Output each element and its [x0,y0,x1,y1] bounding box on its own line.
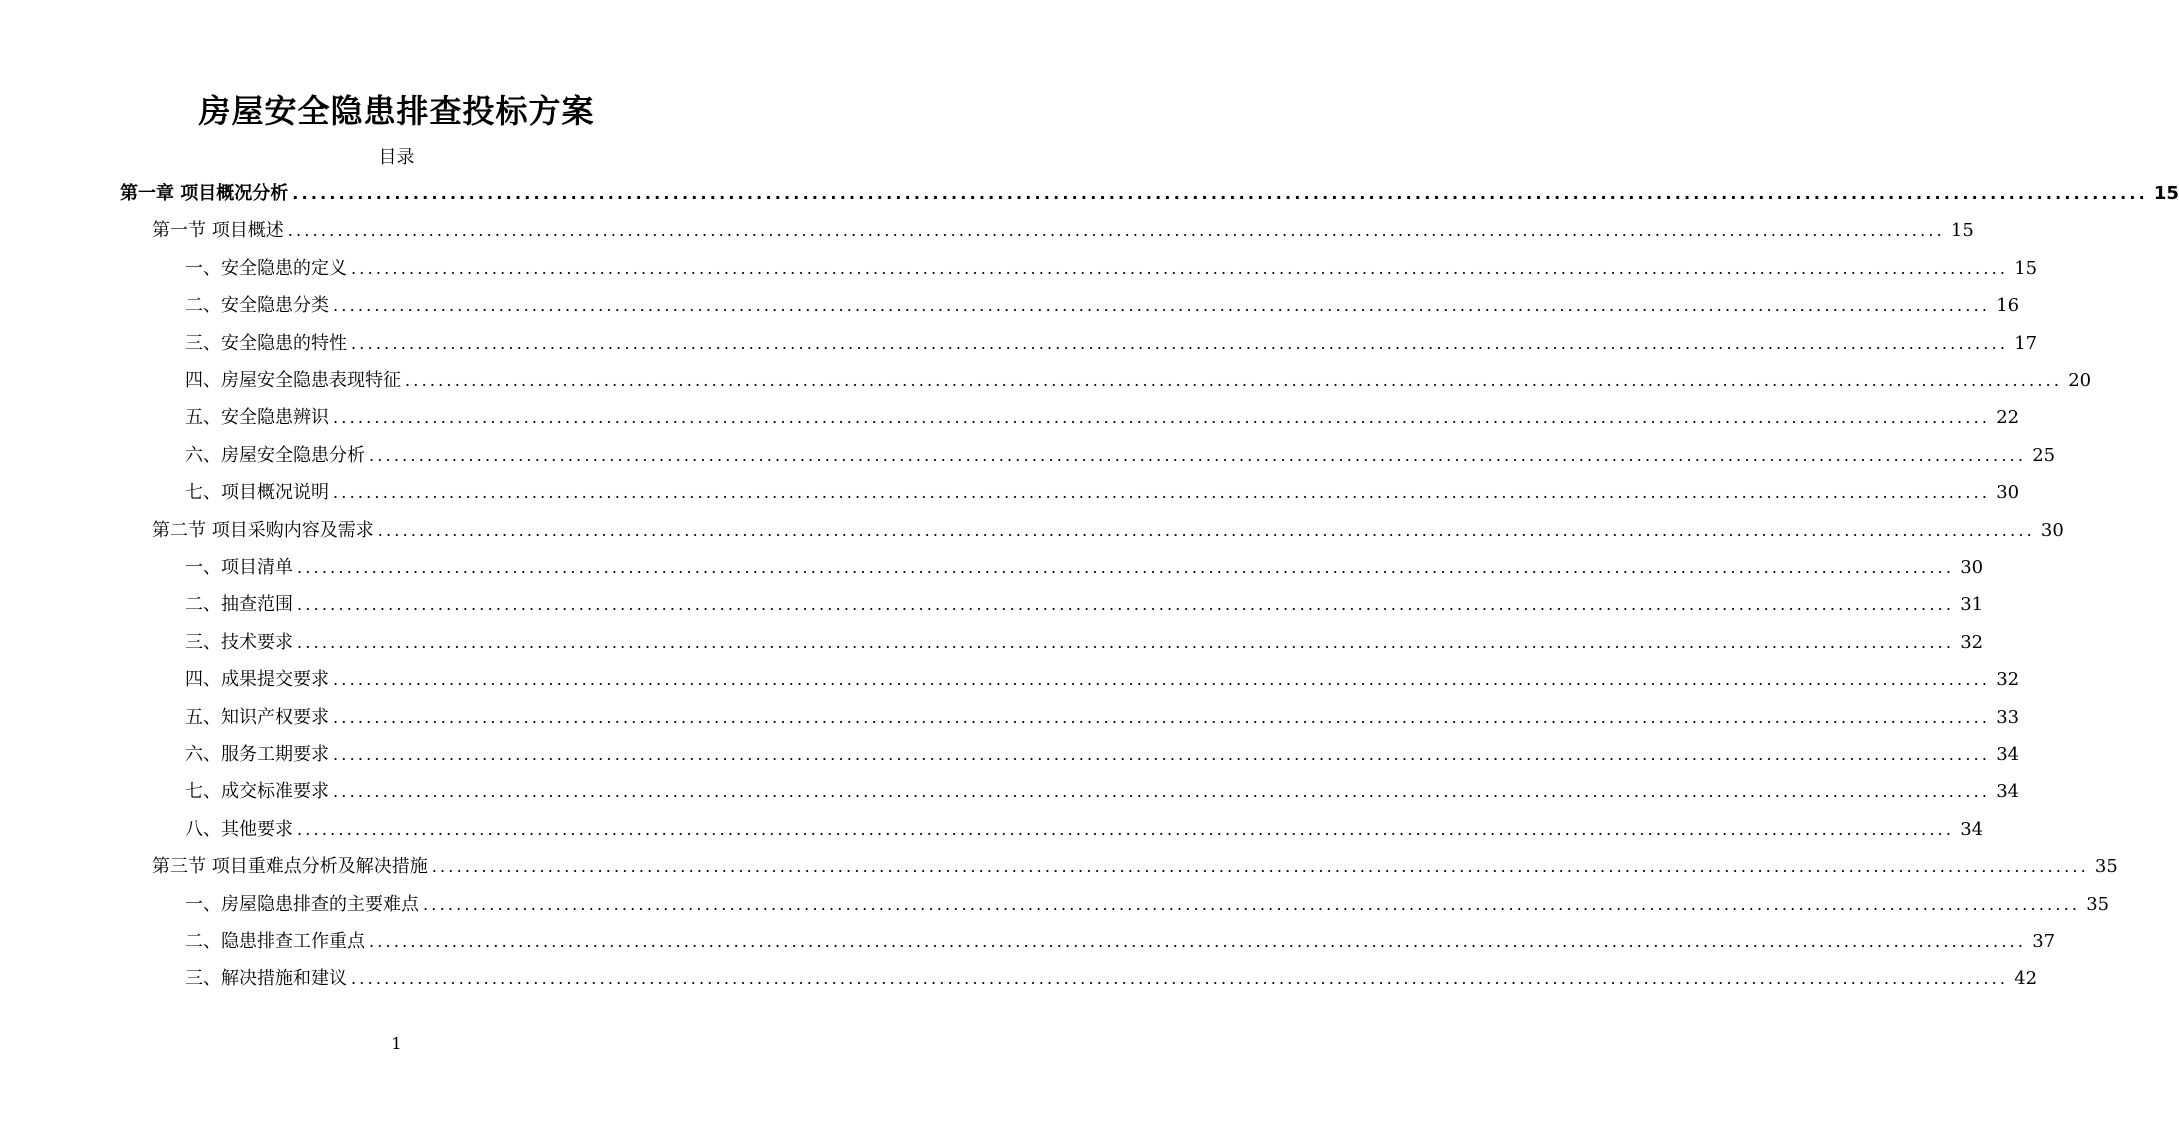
toc-entry-page: 34 [1960,818,1984,840]
toc-entry-label: 二、抽查范围 [185,594,293,616]
toc-entry-label: 四、成果提交要求 [185,669,329,691]
toc-entry[interactable] [152,512,2064,549]
toc-entry-label: 一、安全隐患的定义 [185,257,347,279]
toc-entry-label: 二、安全隐患分类 [185,295,329,317]
toc-entry[interactable] [185,325,2038,362]
toc-leader-dots: ........................................................................................................................................................................................................ [333,670,1991,690]
toc-entry-label: 三、安全隐患的特性 [185,332,347,354]
toc-entry-page: 34 [1996,744,2020,765]
toc-entry-label: 五、安全隐患辨识 [185,407,329,429]
toc-entry[interactable] [185,437,2056,474]
toc-entry[interactable] [152,848,2118,885]
toc-entry-page: 34 [1996,781,2020,803]
toc-entry-page: 42 [2014,968,2038,990]
toc-entry-page: 37 [2032,931,2056,952]
toc-leader-dots: ........................................................................................................................................................................................................ [287,221,1945,241]
toc-entry-page: 25 [2032,444,2056,466]
toc-entry-label: 第一章 项目概况分析 [120,183,289,204]
toc-heading: 目录 [378,147,415,168]
toc-entry-label: 四、房屋安全隐患表现特征 [185,370,401,391]
toc-entry[interactable] [185,960,2038,997]
toc-leader-dots: ........................................................................................................................................................................................................ [297,819,1955,839]
toc-leader-dots: ........................................................................................................................................................................................................ [423,894,2081,914]
toc-leader-dots: ........................................................................................................................................................................................................ [292,184,2148,203]
toc-entry-label: 一、项目清单 [185,557,293,578]
toc-entry-label: 五、知识产权要求 [185,706,329,728]
toc-leader-dots: ........................................................................................................................................................................................................ [351,258,2009,278]
toc-entry[interactable] [185,886,2110,923]
toc-entry-page: 35 [2094,856,2118,878]
toc-entry[interactable] [185,250,2038,287]
toc-leader-dots: ........................................................................................................................................................................................................ [333,483,1991,503]
toc-entry-page: 15 [1950,220,1974,242]
toc-entry[interactable] [185,699,2020,736]
toc-entry[interactable] [185,399,2020,436]
toc-entry[interactable] [185,474,2020,511]
toc-entry-page: 30 [2040,519,2064,541]
toc-leader-dots: ........................................................................................................................................................................................................ [377,520,2035,540]
toc-entry[interactable] [185,624,1984,661]
toc-entry-label: 六、服务工期要求 [185,744,329,765]
toc-entry-label: 第三节 项目重难点分析及解决措施 [152,856,428,878]
toc-entry-label: 二、隐患排查工作重点 [185,931,365,952]
toc-entry-label: 第二节 项目采购内容及需求 [152,519,374,541]
toc-leader-dots: ........................................................................................................................................................................................................ [333,707,1991,727]
toc-leader-dots: ........................................................................................................................................................................................................ [297,632,1955,652]
toc-entry-label: 八、其他要求 [185,818,293,840]
toc-entry[interactable] [185,923,2056,960]
toc-leader-dots: ........................................................................................................................................................................................................ [369,932,2027,951]
toc-entry-page: 30 [1996,482,2020,504]
toc-leader-dots: ........................................................................................................................................................................................................ [369,445,2027,465]
toc-leader-dots: ........................................................................................................................................................................................................ [297,558,1955,577]
toc-entry-label: 七、项目概况说明 [185,482,329,504]
toc-entry[interactable] [185,362,2092,399]
toc-entry[interactable] [185,586,1984,623]
toc-entry-page: 16 [1996,295,2020,317]
toc-entry[interactable] [185,773,2020,810]
toc-entry-page: 35 [2086,893,2110,915]
toc-entry-page: 32 [1960,631,1984,653]
page-number: 1 [391,1034,402,1053]
toc-entry[interactable] [185,736,2020,773]
toc-leader-dots: ........................................................................................................................................................................................................ [333,296,1991,316]
toc-leader-dots: ........................................................................................................................................................................................................ [333,745,1991,764]
document-title: 房屋安全隐患排查投标方案 [198,92,595,130]
toc-leader-dots: ........................................................................................................................................................................................................ [333,782,1991,802]
toc-entry[interactable] [120,175,2179,212]
toc-leader-dots: ........................................................................................................................................................................................................ [351,969,2009,989]
toc-entry-page: 32 [1996,669,2020,691]
toc-entry[interactable] [152,212,1974,249]
toc-leader-dots: ........................................................................................................................................................................................................ [405,371,2063,390]
toc-entry-page: 15 [2153,183,2179,204]
toc-entry-page: 20 [2068,370,2092,391]
toc-leader-dots: ........................................................................................................................................................................................................ [333,408,1991,428]
toc-leader-dots: ........................................................................................................................................................................................................ [431,857,2089,877]
toc-entry-label: 三、解决措施和建议 [185,968,347,990]
toc-entry-label: 一、房屋隐患排查的主要难点 [185,893,419,915]
toc-entry[interactable] [185,287,2020,324]
toc-entry[interactable] [185,811,1984,848]
toc-entry-page: 30 [1960,557,1984,578]
toc-entry[interactable] [185,549,1984,586]
toc-entry-label: 六、房屋安全隐患分析 [185,444,365,466]
toc-entry-page: 17 [2014,332,2038,354]
toc-entry-page: 22 [1996,407,2020,429]
toc-entry-page: 31 [1960,594,1984,616]
toc-entry-page: 33 [1996,706,2020,728]
toc-entry-label: 七、成交标准要求 [185,781,329,803]
toc-entry-page: 15 [2014,257,2038,279]
toc-entry[interactable] [185,661,2020,698]
toc-leader-dots: ........................................................................................................................................................................................................ [351,333,2009,353]
toc-leader-dots: ........................................................................................................................................................................................................ [297,595,1955,615]
toc-entry-label: 第一节 项目概述 [152,220,284,242]
toc-entry-label: 三、技术要求 [185,631,293,653]
